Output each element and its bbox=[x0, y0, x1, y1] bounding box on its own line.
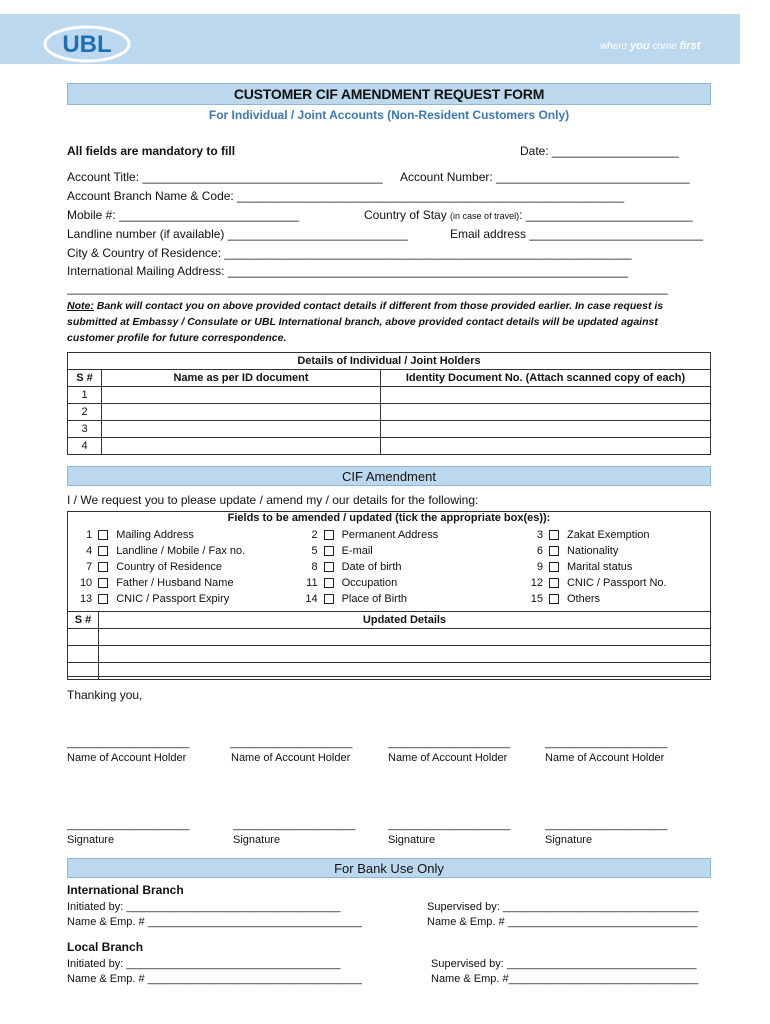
checkbox[interactable] bbox=[98, 594, 108, 604]
checkbox[interactable] bbox=[549, 578, 559, 588]
name-line-3[interactable]: ____________________ bbox=[388, 737, 511, 749]
name-line-1[interactable]: ____________________ bbox=[67, 737, 190, 749]
field-label: Marital status bbox=[566, 561, 633, 573]
svg-text:UBL: UBL bbox=[62, 31, 112, 58]
field-number: 11 bbox=[306, 577, 318, 589]
field-number: 15 bbox=[530, 593, 543, 605]
tagline: where you come first bbox=[600, 40, 701, 52]
signature-label-2: Signature bbox=[233, 834, 281, 846]
city-field[interactable]: City & Country of Residence: _____________________________________________________________ bbox=[67, 246, 632, 260]
col-updated: Updated Details bbox=[99, 612, 711, 629]
name-label-4: Name of Account Holder bbox=[545, 752, 665, 764]
field-number: 6 bbox=[536, 545, 543, 557]
local-supervisor-name-emp-field[interactable]: Name & Emp. #_______________________________ bbox=[431, 973, 699, 985]
table-row bbox=[68, 646, 711, 663]
cif-request: I / We request you to please update / amend my / our details for the following: bbox=[67, 493, 479, 507]
table-row bbox=[68, 629, 711, 646]
bank-heading: For Bank Use Only bbox=[67, 858, 711, 878]
field-number: 5 bbox=[311, 545, 318, 557]
field-label: Permanent Address bbox=[341, 529, 439, 541]
fields-row bbox=[68, 591, 710, 607]
field-label: E-mail bbox=[341, 545, 373, 557]
checkbox[interactable] bbox=[98, 578, 108, 588]
field-number: 10 bbox=[79, 577, 93, 589]
checkbox[interactable] bbox=[549, 546, 559, 556]
holders-caption: Details of Individual / Joint Holders bbox=[68, 353, 711, 370]
branch-field[interactable]: Account Branch Name & Code: __________________________________________________________ bbox=[67, 189, 625, 203]
account-title-field[interactable]: Account Title: ____________________________________ bbox=[67, 170, 383, 184]
table-row bbox=[68, 663, 711, 680]
intl-address-field[interactable]: International Mailing Address: ____________________________________________________________ bbox=[67, 264, 629, 278]
field-label: Nationality bbox=[566, 545, 619, 557]
col-name: Name as per ID document bbox=[102, 370, 381, 387]
fields-row bbox=[68, 575, 710, 591]
local-name-emp-field[interactable]: Name & Emp. # ___________________________________ bbox=[67, 973, 362, 985]
field-number: 2 bbox=[311, 529, 318, 541]
field-number: 8 bbox=[311, 561, 318, 573]
local-supervised-field[interactable]: Supervised by: _______________________________ bbox=[431, 958, 697, 970]
thanking-text: Thanking you, bbox=[67, 688, 143, 702]
col-sn: S # bbox=[68, 370, 102, 387]
form-title: CUSTOMER CIF AMENDMENT REQUEST FORM bbox=[67, 83, 711, 105]
country-stay-field[interactable]: Country of Stay (in case of travel): _________________________ bbox=[364, 208, 693, 222]
field-number: 3 bbox=[536, 529, 543, 541]
checkbox[interactable] bbox=[324, 562, 334, 572]
signature-line-3[interactable]: ____________________ bbox=[388, 819, 511, 831]
col-sn: S # bbox=[68, 612, 99, 629]
date-field[interactable]: Date: ___________________ bbox=[520, 144, 679, 158]
table-row: 3 bbox=[68, 421, 711, 438]
account-number-field[interactable]: Account Number: _____________________________ bbox=[400, 170, 690, 184]
name-line-2[interactable]: ____________________ bbox=[230, 737, 353, 749]
field-label: Occupation bbox=[341, 577, 398, 589]
name-label-2: Name of Account Holder bbox=[231, 752, 351, 764]
signature-label-3: Signature bbox=[388, 834, 436, 846]
field-number: 13 bbox=[79, 593, 93, 605]
field-label: Date of birth bbox=[341, 561, 402, 573]
checkbox[interactable] bbox=[324, 594, 334, 604]
landline-field[interactable]: Landline number (if available) ___________________________ bbox=[67, 227, 408, 241]
cif-heading: CIF Amendment bbox=[67, 466, 711, 486]
field-label: Landline / Mobile / Fax no. bbox=[116, 545, 246, 557]
field-label: CNIC / Passport Expiry bbox=[116, 593, 230, 605]
updated-table bbox=[67, 611, 711, 680]
checkbox[interactable] bbox=[549, 530, 559, 540]
checkbox[interactable] bbox=[324, 530, 334, 540]
field-label: Zakat Exemption bbox=[566, 529, 650, 541]
ubl-logo bbox=[42, 24, 132, 64]
signature-line-2[interactable]: ____________________ bbox=[233, 819, 356, 831]
field-number: 12 bbox=[530, 577, 543, 589]
note: Note: Bank will contact you on above provided contact details if different from those provided earlier. In case request is submitted at Embassy / Consulate or UBL International branch, above provided contact details will be updated against customer profile for future correspondence. bbox=[67, 300, 664, 344]
signature-line-4[interactable]: ____________________ bbox=[545, 819, 668, 831]
table-row: 1 bbox=[68, 387, 711, 404]
intl-branch-heading: International Branch bbox=[67, 883, 184, 897]
field-number: 1 bbox=[86, 529, 93, 541]
name-label-3: Name of Account Holder bbox=[388, 752, 508, 764]
table-row: 2 bbox=[68, 404, 711, 421]
signature-label-4: Signature bbox=[545, 834, 593, 846]
checkbox[interactable] bbox=[549, 594, 559, 604]
field-label: CNIC / Passport No. bbox=[566, 577, 667, 589]
mandatory-text: All fields are mandatory to fill bbox=[67, 144, 236, 158]
holders-table bbox=[67, 352, 711, 455]
intl-name-emp-field[interactable]: Name & Emp. # ___________________________________ bbox=[67, 916, 362, 928]
field-label: Country of Residence bbox=[116, 561, 222, 573]
fields-row bbox=[68, 527, 710, 543]
field-number: 7 bbox=[86, 561, 93, 573]
col-id: Identity Document No. (Attach scanned copy of each) bbox=[381, 370, 711, 387]
local-branch-heading: Local Branch bbox=[67, 940, 144, 954]
name-label-1: Name of Account Holder bbox=[67, 752, 187, 764]
field-number: 9 bbox=[536, 561, 543, 573]
fields-caption: Fields to be amended / updated (tick the appropriate box(es)): bbox=[227, 512, 551, 524]
checkbox[interactable] bbox=[549, 562, 559, 572]
fields-grid bbox=[68, 527, 710, 607]
signature-label-1: Signature bbox=[67, 834, 115, 846]
field-label: Place of Birth bbox=[341, 593, 407, 605]
intl-supervisor-name-emp-field[interactable]: Name & Emp. # _______________________________ bbox=[427, 916, 698, 928]
intl-initiated-field[interactable]: Initiated by: ___________________________________ bbox=[67, 901, 341, 913]
checkbox[interactable] bbox=[324, 578, 334, 588]
intl-address-line2[interactable]: __________________________________________________________________________________________ bbox=[67, 281, 668, 295]
email-field[interactable]: Email address __________________________ bbox=[450, 227, 703, 241]
fields-row bbox=[68, 559, 710, 575]
signature-line-1[interactable]: ____________________ bbox=[67, 819, 190, 831]
mobile-field[interactable]: Mobile #: ___________________________ bbox=[67, 208, 300, 222]
table-row: 4 bbox=[68, 438, 711, 455]
checkbox[interactable] bbox=[324, 546, 334, 556]
checkbox[interactable] bbox=[98, 546, 108, 556]
fields-row bbox=[68, 543, 710, 559]
field-label: Father / Husband Name bbox=[116, 577, 234, 589]
field-label: Others bbox=[566, 593, 600, 605]
field-number: 14 bbox=[305, 593, 318, 605]
checkbox[interactable] bbox=[98, 562, 108, 572]
intl-supervised-field[interactable]: Supervised by: ________________________________ bbox=[427, 901, 699, 913]
field-label: Mailing Address bbox=[116, 529, 194, 541]
name-line-4[interactable]: ____________________ bbox=[545, 737, 668, 749]
local-initiated-field[interactable]: Initiated by: ___________________________________ bbox=[67, 958, 341, 970]
field-number: 4 bbox=[86, 545, 93, 557]
form-subtitle: For Individual / Joint Accounts (Non-Resident Customers Only) bbox=[208, 108, 570, 122]
checkbox[interactable] bbox=[98, 530, 108, 540]
